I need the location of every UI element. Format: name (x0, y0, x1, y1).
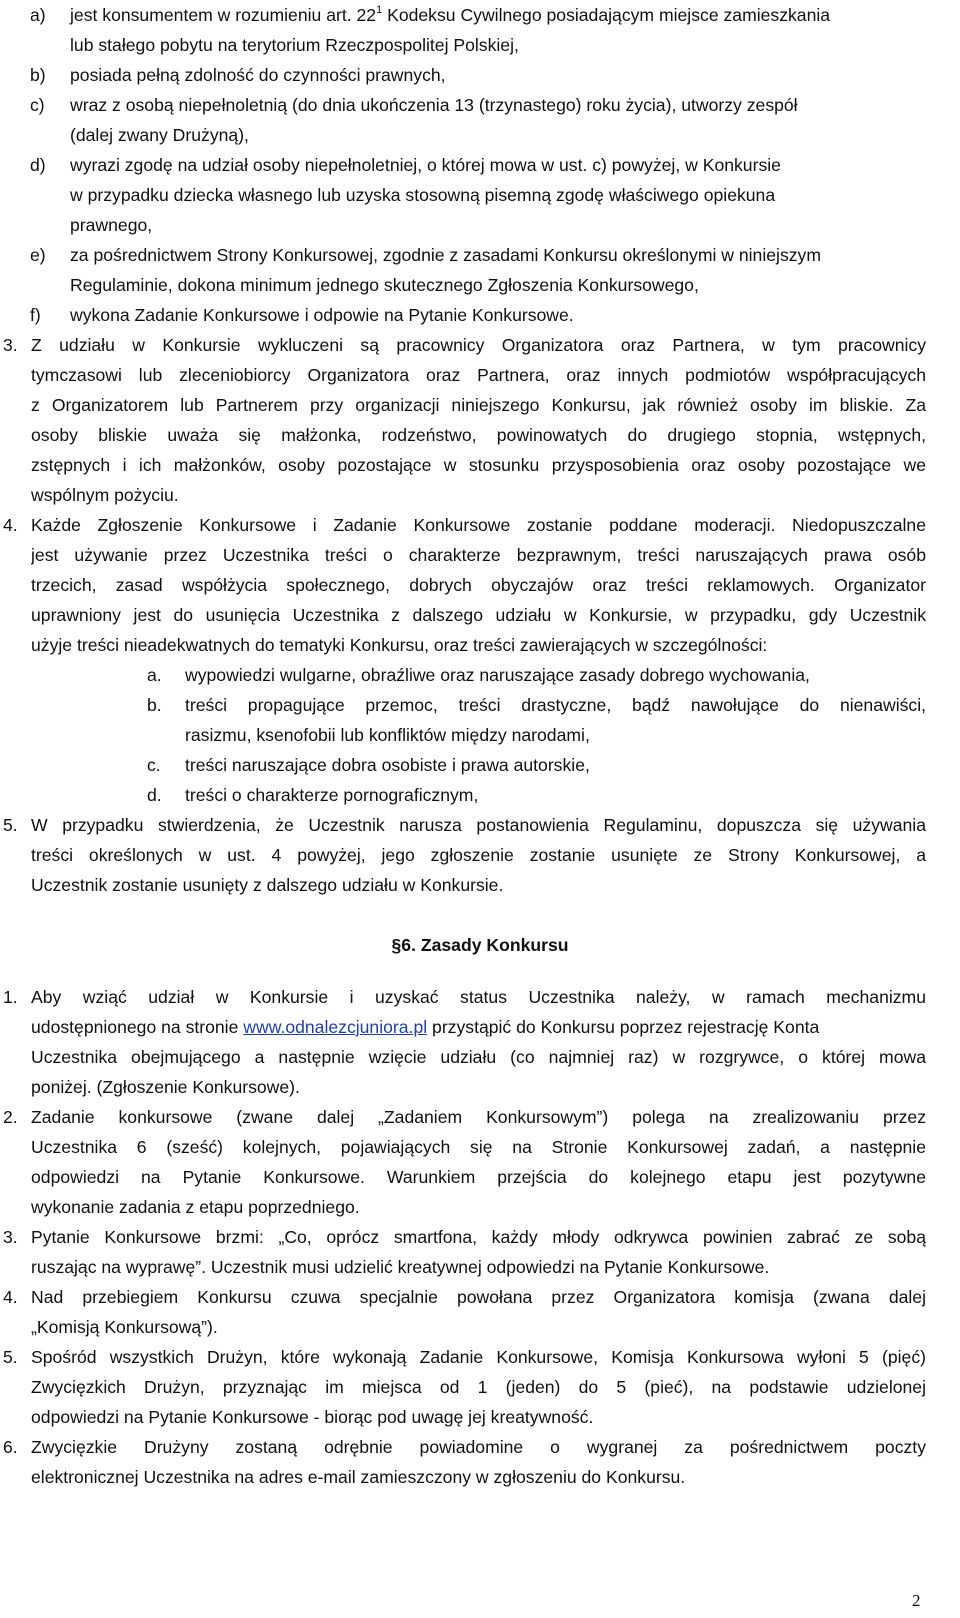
paragraph-5-line-2: treści określonych w ust. 4 powyżej, jego zgłoszenie zostanie usunięte ze Strony Konkursowej, a (31, 845, 926, 865)
section6-1-line-1: Aby wziąć udział w Konkursie i uzyskać status Uczestnika należy, w ramach mechanizmu (31, 987, 926, 1007)
list-label-e: e) (30, 245, 46, 265)
superscript: 1 (376, 4, 383, 16)
item-b-line-1: posiada pełną zdolność do czynności prawnych, (70, 65, 446, 85)
item-d-line-3: prawnego, (70, 215, 153, 235)
list-label-b: b) (30, 65, 46, 85)
item-a-line-2: lub stałego pobytu na terytorium Rzeczpospolitej Polskiej, (70, 35, 519, 55)
item-f-line-1: wykona Zadanie Konkursowe i odpowie na Pytanie Konkursowe. (70, 305, 574, 325)
paragraph-5-line-1: W przypadku stwierdzenia, że Uczestnik narusza postanowienia Regulaminu, dopuszcza się używania (31, 815, 926, 835)
paragraph-3-line-4: osoby bliskie uważa się małżonka, rodzeństwo, powinowatych do drugiego stopnia, wstępnych, (31, 425, 926, 445)
section6-3-line-2: ruszając na wyprawę”. Uczestnik musi udzielić kreatywnej odpowiedzi na Pytanie Konkursowe. (31, 1257, 770, 1277)
section6-2-line-3: odpowiedzi na Pytanie Konkursowe. Warunkiem przejścia do kolejnego etapu jest pozytywne (31, 1167, 926, 1187)
section-item-number: 3. (3, 1227, 18, 1247)
item-e-line-2: Regulaminie, dokona minimum jednego skutecznego Zgłoszenia Konkursowego, (70, 275, 699, 295)
section6-1-line-2 (31, 1012, 926, 1042)
paragraph-5-line-3: Uczestnik zostanie usunięty z dalszego udziału w Konkursie. (31, 875, 504, 895)
sublist-c-line-1: treści naruszające dobra osobiste i prawa autorskie, (185, 755, 590, 775)
paragraph-3-line-6: wspólnym pożyciu. (31, 485, 179, 505)
paragraph-3-line-3: z Organizatorem lub Partnerem przy organizacji niniejszego Konkursu, jak również osoby im bliskie. Za (31, 395, 926, 415)
section-item-number: 6. (3, 1437, 18, 1457)
section6-2-line-1: Zadanie konkursowe (zwane dalej „Zadaniem Konkursowym”) polega na zrealizowaniu przez (31, 1107, 926, 1127)
item-a-line-1-post: Kodeksu Cywilnego posiadającym miejsce zamieszkania (382, 5, 831, 25)
section-item-number: 4. (3, 1287, 18, 1307)
section6-3-line-1: Pytanie Konkursowe brzmi: „Co, oprócz smartfona, każdy młody odkrywca powinien zabrać ze sobą (31, 1227, 926, 1247)
sublist-b-line-2: rasizmu, ksenofobii lub konfliktów między narodami, (185, 725, 590, 745)
item-e-line-1: za pośrednictwem Strony Konkursowej, zgodnie z zasadami Konkursu określonymi w niniejszym (70, 245, 821, 265)
section-item-number: 1. (3, 987, 18, 1007)
paragraph-number: 3. (3, 335, 18, 355)
section6-1-line-4: poniżej. (Zgłoszenie Konkursowe). (31, 1077, 300, 1097)
item-c-line-2: (dalej zwany Drużyną), (70, 125, 249, 145)
sublist-a-line-1: wypowiedzi wulgarne, obraźliwe oraz naruszające zasady dobrego wychowania, (185, 665, 810, 685)
list-label-c: c) (30, 95, 45, 115)
sublist-b-line-1: treści propagujące przemoc, treści drastyczne, bądź nawołujące do nienawiści, (185, 695, 926, 715)
paragraph-3-line-5: zstępnych i ich małżonków, osoby pozostające w stosunku przysposobienia oraz osoby pozostające we (31, 455, 926, 475)
page-number: 2 (912, 1591, 921, 1610)
item-a-line-1-pre: jest konsumentem w rozumieniu art. 22 (70, 5, 377, 25)
section6-6-line-1: Zwycięzkie Drużyny zostaną odrębnie powiadomine o wygranej za pośrednictwem poczty (31, 1437, 926, 1457)
list-label-f: f) (30, 305, 41, 325)
item-c-line-1: wraz z osobą niepełnoletnią (do dnia ukończenia 13 (trzynastego) roku życia), utworzy zespół (70, 95, 798, 115)
item-d-line-2: w przypadku dziecka własnego lub uzyska stosowną pisemną zgodę właściwego opiekuna (70, 185, 776, 205)
paragraph-4-line-4: uprawniony jest do usunięcia Uczestnika z dalszego udziału w Konkursie, w przypadku, gdy Uczestnik (31, 605, 926, 625)
sublist-label-b: b. (147, 695, 162, 715)
section6-1-line-2-pre: udostępnionego na stronie (31, 1017, 244, 1037)
section6-2-line-2: Uczestnika 6 (sześć) kolejnych, pojawiających się na Stronie Konkursowej zadań, a następnie (31, 1137, 926, 1157)
paragraph-4-line-3: trzecich, zasad współżycia społecznego, dobrych obyczajów oraz treści reklamowych. Organizator (31, 575, 926, 595)
sublist-label-d: d. (147, 785, 162, 805)
paragraph-3-line-1: Z udziału w Konkursie wykluczeni są pracownicy Organizatora oraz Partnera, w tym pracownicy (31, 335, 926, 355)
section6-5-line-2: Zwycięzkich Drużyn, przyznając im miejsca od 1 (jeden) do 5 (pieć), na podstawie udzielonej (31, 1377, 926, 1397)
section6-6-line-2: elektronicznej Uczestnika na adres e-mail zamieszczony w zgłoszeniu do Konkursu. (31, 1467, 686, 1487)
paragraph-4-line-1: Każde Zgłoszenie Konkursowe i Zadanie Konkursowe zostanie poddane moderacji. Niedopuszczalne (31, 515, 926, 535)
section6-5-line-1: Spośród wszystkich Drużyn, które wykonają Zadanie Konkursowe, Komisja Konkursowa wyłoni 5 (pięć) (31, 1347, 926, 1367)
section6-4-line-2: „Komisją Konkursową”). (31, 1317, 218, 1337)
item-a-line-1 (70, 0, 830, 30)
sublist-d-line-1: treści o charakterze pornograficznym, (185, 785, 479, 805)
section6-5-line-3: odpowiedzi na Pytanie Konkursowe - biorąc pod uwagę jej kreatywność. (31, 1407, 594, 1427)
paragraph-4-line-2: jest używanie przez Uczestnika treści o charakterze bezprawnym, treści naruszających prawa osób (31, 545, 926, 565)
section-item-number: 5. (3, 1347, 18, 1367)
paragraph-number: 5. (3, 815, 18, 835)
section6-4-line-1: Nad przebiegiem Konkursu czuwa specjalnie powołana przez Organizatora komisja (zwana dalej (31, 1287, 926, 1307)
section6-1-line-2-post: przystąpić do Konkursu poprzez rejestrację Konta (427, 1017, 820, 1037)
section-heading: §6. Zasady Konkursu (391, 935, 569, 955)
sublist-label-a: a. (147, 665, 162, 685)
paragraph-3-line-2: tymczasowi lub zleceniobiorcy Organizatora oraz Partnera, oraz innych podmiotów współpracujących (31, 365, 926, 385)
section-item-number: 2. (3, 1107, 18, 1127)
sublist-label-c: c. (147, 755, 161, 775)
contest-website-link[interactable]: www.odnalezcjuniora.pl (243, 1017, 428, 1037)
item-d-line-1: wyrazi zgodę na udział osoby niepełnoletniej, o której mowa w ust. c) powyżej, w Konkursie (70, 155, 781, 175)
list-label-a: a) (30, 5, 46, 25)
section6-2-line-4: wykonanie zadania z etapu poprzedniego. (31, 1197, 360, 1217)
paragraph-number: 4. (3, 515, 18, 535)
paragraph-4-line-5: użyje treści nieadekwatnych do tematyki Konkursu, oraz treści zawierających w szczególności: (31, 635, 768, 655)
list-label-d: d) (30, 155, 46, 175)
section6-1-line-3: Uczestnika obejmującego a następnie wzięcie udziału (co najmniej raz) w rozgrywce, o której mowa (31, 1047, 926, 1067)
